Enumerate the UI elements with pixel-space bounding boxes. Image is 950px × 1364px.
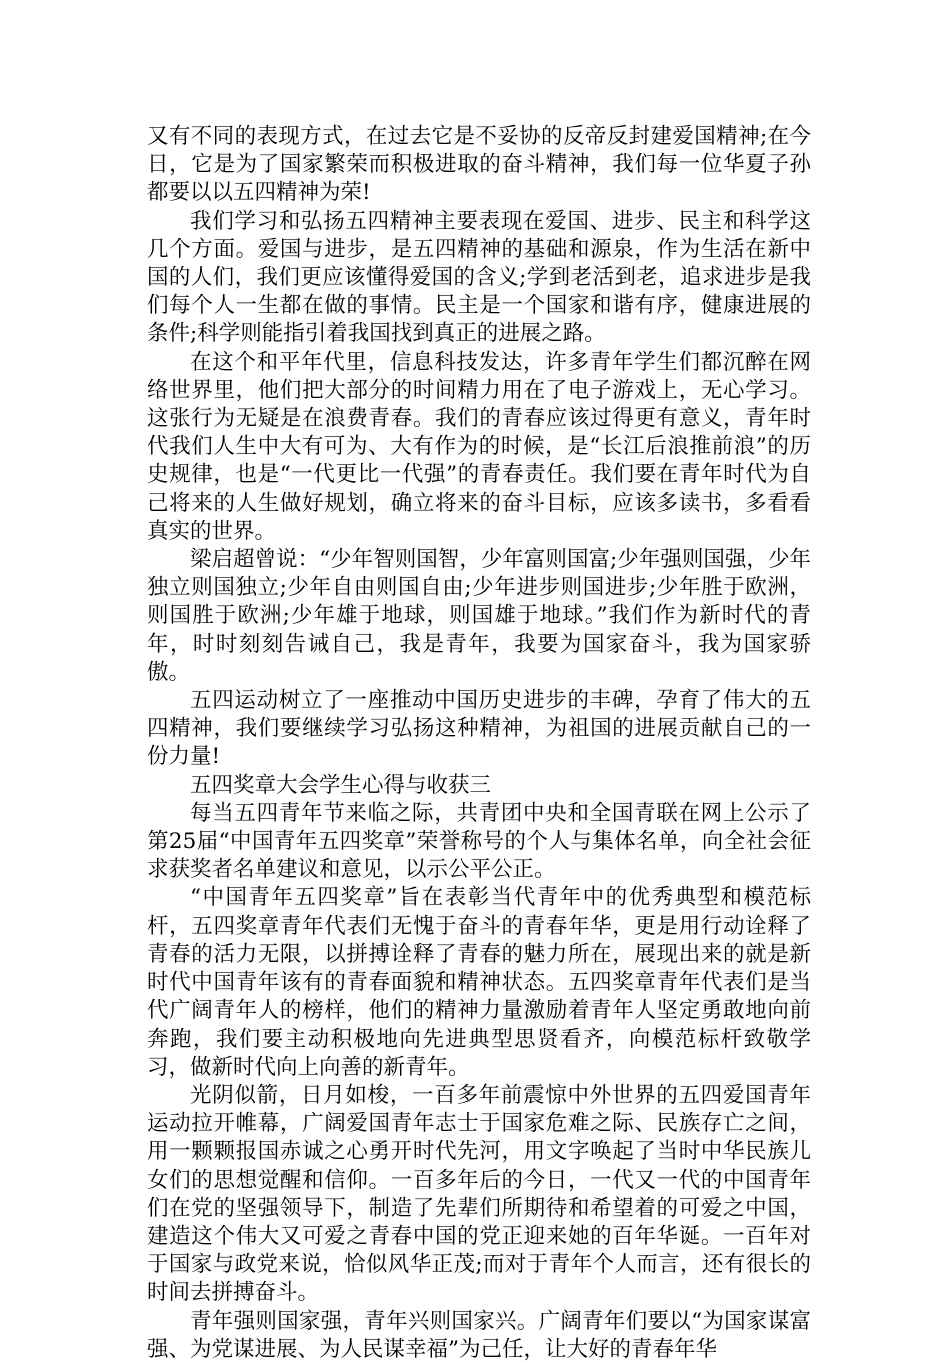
document-body: [147, 123, 811, 1364]
paragraph: 每当五四青年节来临之际，共青团中央和全国青联在网上公示了第25届“中国青年五四奖章”荣誉称号的个人与集体名单，向全社会征求获奖者名单建议和意见，以示公平公正。: [147, 800, 811, 883]
paragraph: 在这个和平年代里，信息科技发达，许多青年学生们都沉醉在网络世界里，他们把大部分的时间精力用在了电子游戏上，无心学习。这张行为无疑是在浪费青春。我们的青春应该过得更有意义，青年时代我们人生中大有可为、大有作为的时候，是“长江后浪推前浪”的历史规律，也是“一代更比一代强”的青春责任。我们要在青年时代为自己将来的人生做好规划，确立将来的奋斗目标，应该多读书，多看看真实的世界。: [147, 349, 811, 544]
section-heading: 五四奖章大会学生心得与收获三: [190, 772, 492, 798]
paragraph: 又有不同的表现方式，在过去它是不妥协的反帝反封建爱国精神;在今日，它是为了国家繁荣而积极进取的奋斗精神，我们每一位华夏子孙都要以以五四精神为荣!: [147, 124, 811, 206]
paragraph: “中国青年五四奖章”旨在表彰当代青年中的优秀典型和模范标杆，五四奖章青年代表们无愧于奋斗的青春年华，更是用行动诠释了青春的活力无限，以拼搏诠释了青春的魅力所在，展现出来的就是新时代中国青年该有的青春面貌和精神状态。五四奖章青年代表们是当代广阔青年人的榜样，他们的精神力量激励着青年人坚定勇敢地向前奔跑，我们要主动积极地向先进典型思贤看齐，向模范标杆致敬学习，做新时代向上向善的新青年。: [147, 885, 811, 1080]
paragraph: 光阴似箭，日月如梭，一百多年前震惊中外世界的五四爱国青年运动拉开帷幕，广阔爱国青年志士于国家危难之际、民族存亡之间，用一颗颗报国赤诚之心勇开时代先河，用文字唤起了当时中华民族儿女们的思想觉醒和信仰。一百多年后的今日，一代又一代的中国青年们在党的坚强领导下，制造了先辈们所期待和希望着的可爱之中国，建造这个伟大又可爱之青春中国的党正迎来她的百年华诞。一百年对于国家与政党来说，恰似风华正茂;而对于青年个人而言，还有很长的时间去拼搏奋斗。: [147, 1082, 811, 1306]
paragraph: 五四运动树立了一座推动中国历史进步的丰碑，孕育了伟大的五四精神，我们要继续学习弘扬这种精神，为祖国的进展贡献自己的一份力量!: [147, 688, 811, 770]
paragraph: 青年强则国家强，青年兴则国家兴。广阔青年们要以“为国家谋富强、为党谋进展、为人民谋幸福”为己任，让大好的青春年华: [147, 1308, 811, 1362]
paragraph: 我们学习和弘扬五四精神主要表现在爱国、进步、民主和科学这几个方面。爱国与进步，是五四精神的基础和源泉，作为生活在新中国的人们，我们更应该懂得爱国的含义;学到老活到老，追求进步是我们每个人一生都在做的事情。民主是一个国家和谐有序，健康进展的条件;科学则能指引着我国找到真正的进展之路。: [147, 208, 811, 347]
paragraph: 梁启超曾说：“少年智则国智，少年富则国富;少年强则国强，少年独立则国独立;少年自由则国自由;少年进步则国进步;少年胜于欧洲，则国胜于欧洲;少年雄于地球，则国雄于地球。”我们作为新时代的青年，时时刻刻告诫自己，我是青年，我要为国家奋斗，我为国家骄傲。: [147, 547, 811, 685]
